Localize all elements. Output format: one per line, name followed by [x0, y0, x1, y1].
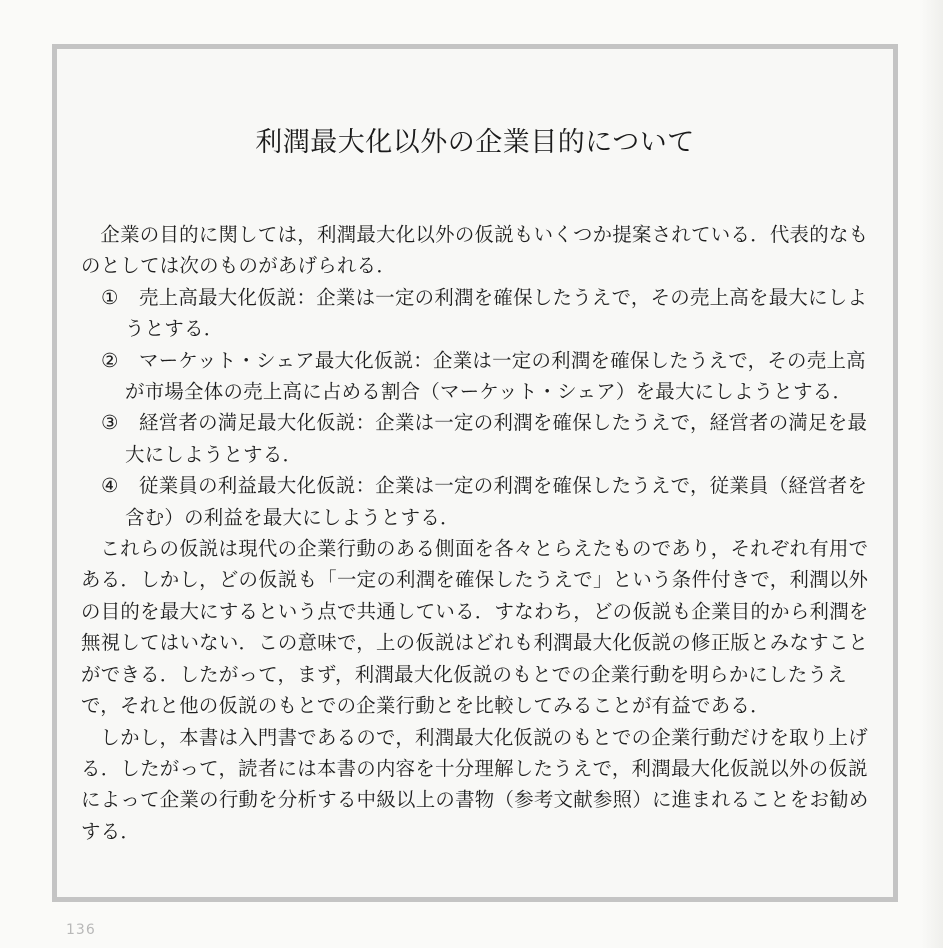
hypothesis-text: 企業は一定の利潤を確保したうえで，従業員（経営者を含む）の利益を最大にしようとする．	[125, 474, 868, 529]
hypothesis-marker: ①	[101, 285, 119, 309]
box-title: 利潤最大化以外の企業目的について	[255, 127, 695, 158]
hypothesis-item	[81, 282, 877, 345]
hypothesis-marker: ②	[101, 348, 119, 372]
hypothesis-name: 売上高最大化仮説：	[139, 285, 317, 309]
hypothesis-name: 経営者の満足最大化仮説：	[139, 411, 376, 435]
discussion-paragraph: これらの仮説は現代の企業行動のある側面を各々とらえたものであり，それぞれ有用である．しかし，どの仮説も「一定の利潤を確保したうえで」という条件付きで，利潤以外の目的を最大にするという点で共通している．すなわち，どの仮説も企業目的から利潤を無視してはいない．この意味で，上の仮説はどれも利潤最大化仮説の修正版とみなすことができる．したがって，まず，利潤最大化仮説のもとでの企業行動を明らかにしたうえで，それと他の仮説のもとでの企業行動とを比較してみることが有益である．	[81, 537, 869, 718]
hypothesis-item	[81, 470, 877, 533]
column-box	[52, 44, 898, 902]
hypothesis-marker: ④	[101, 474, 119, 498]
page-number: 136	[66, 922, 96, 938]
hypothesis-name: 従業員の利益最大化仮説：	[139, 474, 376, 498]
hypothesis-text: 企業は一定の利潤を確保したうえで，その売上高を最大にしようとする．	[125, 285, 868, 341]
box-content	[81, 219, 877, 847]
hypothesis-item	[81, 345, 877, 408]
closing-paragraph: しかし，本書は入門書であるので，利潤最大化仮説のもとでの企業行動だけを取り上げる．したがって，読者には本書の内容を十分理解したうえで，利潤最大化仮説以外の仮説によって企業の行動を分析する中級以上の書物（参考文献参照）に進まれることをお勧めする．	[81, 725, 869, 843]
hypothesis-marker: ③	[101, 411, 119, 435]
hypothesis-name: マーケット・シェア最大化仮説：	[139, 348, 434, 372]
hypothesis-item	[81, 407, 877, 470]
hypothesis-text: 企業は一定の利潤を確保したうえで，その売上高が市場全体の売上高に占める割合（マーケット・シェア）を最大にしようとする．	[125, 348, 866, 404]
intro-paragraph: 企業の目的に関しては，利潤最大化以外の仮説もいくつか提案されている．代表的なものとしては次のものがあげられる．	[81, 223, 869, 278]
page-edge-shadow	[921, 0, 943, 948]
hypothesis-text: 企業は一定の利潤を確保したうえで，経営者の満足を最大にしようとする．	[125, 411, 868, 466]
hypothesis-list	[81, 282, 877, 533]
